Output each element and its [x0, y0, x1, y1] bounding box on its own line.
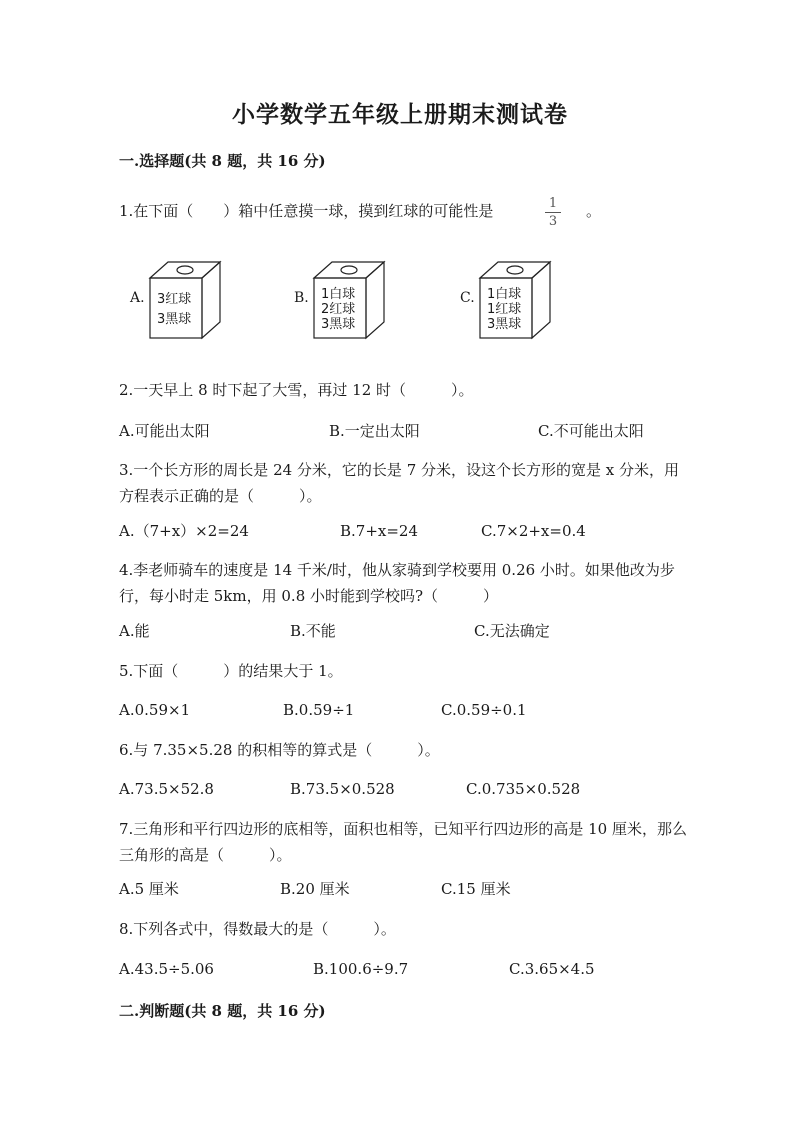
- box-a-line-1: 3红球: [157, 292, 192, 307]
- question-4-option-b: B.不能: [290, 622, 336, 640]
- box-a-line-2: 3黑球: [157, 312, 192, 327]
- question-4-text: 4.李老师骑车的速度是 14 千米/时，他从家骑到学校要用 0.26 小时。如果他改为步行，每小时走 5km，用 0.8 小时能到学校吗?（ ）: [119, 561, 675, 605]
- question-2-option-c: C.不可能出太阳: [538, 422, 644, 440]
- box-c-label: C.: [460, 290, 475, 306]
- question-8-option-b: B.100.6÷9.7: [313, 960, 409, 978]
- box-c-cube-icon: [478, 260, 554, 340]
- box-c-line-2: 1红球: [487, 302, 522, 317]
- question-8-option-c: C.3.65×4.5: [509, 960, 595, 978]
- question-5-text: 5.下面（ ）的结果大于 1。: [119, 662, 343, 680]
- question-5-option-c: C.0.59÷0.1: [441, 701, 527, 719]
- section-heading-judgment: 二.判断题(共 8 题，共 16 分): [119, 1002, 326, 1020]
- question-3-text: 3.一个长方形的周长是 24 分米，它的长是 7 分米，设这个长方形的宽是 x 分米，用方程表示正确的是（ ）。: [119, 461, 680, 505]
- question-8-text: 8.下列各式中，得数最大的是（ ）。: [119, 920, 396, 938]
- question-8-option-a: A.43.5÷5.06: [119, 960, 214, 978]
- box-b-line-1: 1白球: [321, 287, 356, 302]
- question-5-option-b: B.0.59÷1: [283, 701, 355, 719]
- question-7-text: 7.三角形和平行四边形的底相等，面积也相等，已知平行四边形的高是 10 厘米，那么三角形的高是（ ）。: [119, 820, 687, 864]
- box-a-cube-icon: [148, 260, 224, 340]
- section-heading-choice: 一.选择题(共 8 题，共 16 分): [119, 152, 326, 170]
- box-b-label: B.: [294, 290, 309, 306]
- page-title: 小学数学五年级上册期末测试卷: [232, 101, 568, 128]
- box-b-line-3: 3黑球: [321, 317, 356, 332]
- question-1-text: 1.在下面（ ）箱中任意摸一球，摸到红球的可能性是: [119, 202, 494, 220]
- question-4-option-c: C.无法确定: [474, 622, 550, 640]
- question-2-option-b: B.一定出太阳: [329, 422, 420, 440]
- question-6-option-b: B.73.5×0.528: [290, 780, 395, 798]
- question-5-option-a: A.0.59×1: [119, 701, 191, 719]
- question-6-option-a: A.73.5×52.8: [119, 780, 214, 798]
- question-3-option-c: C.7×2+x=0.4: [481, 522, 586, 540]
- box-c-line-1: 1白球: [487, 287, 522, 302]
- question-2-option-a: A.可能出太阳: [119, 422, 210, 440]
- fraction: [545, 196, 561, 229]
- box-b-cube-icon: [312, 260, 388, 340]
- fraction-bar: [545, 212, 561, 213]
- box-b-line-2: 2红球: [321, 302, 356, 317]
- box-a-label: A.: [130, 290, 145, 306]
- question-2-text: 2.一天早上 8 时下起了大雪，再过 12 时（ ）。: [119, 381, 474, 399]
- question-7-option-c: C.15 厘米: [441, 880, 511, 898]
- fraction-denominator: 3: [548, 214, 558, 229]
- question-6-option-c: C.0.735×0.528: [466, 780, 581, 798]
- question-1-end: 。: [586, 202, 602, 220]
- question-3-option-b: B.7+x=24: [340, 522, 419, 540]
- fraction-numerator: 1: [548, 196, 558, 211]
- question-7-option-a: A.5 厘米: [119, 880, 179, 898]
- question-3-option-a: A.（7+x）×2=24: [119, 522, 249, 540]
- box-c-line-3: 3黑球: [487, 317, 522, 332]
- question-6-text: 6.与 7.35×5.28 的积相等的算式是（ ）。: [119, 741, 440, 759]
- question-4-option-a: A.能: [119, 622, 150, 640]
- question-7-option-b: B.20 厘米: [280, 880, 350, 898]
